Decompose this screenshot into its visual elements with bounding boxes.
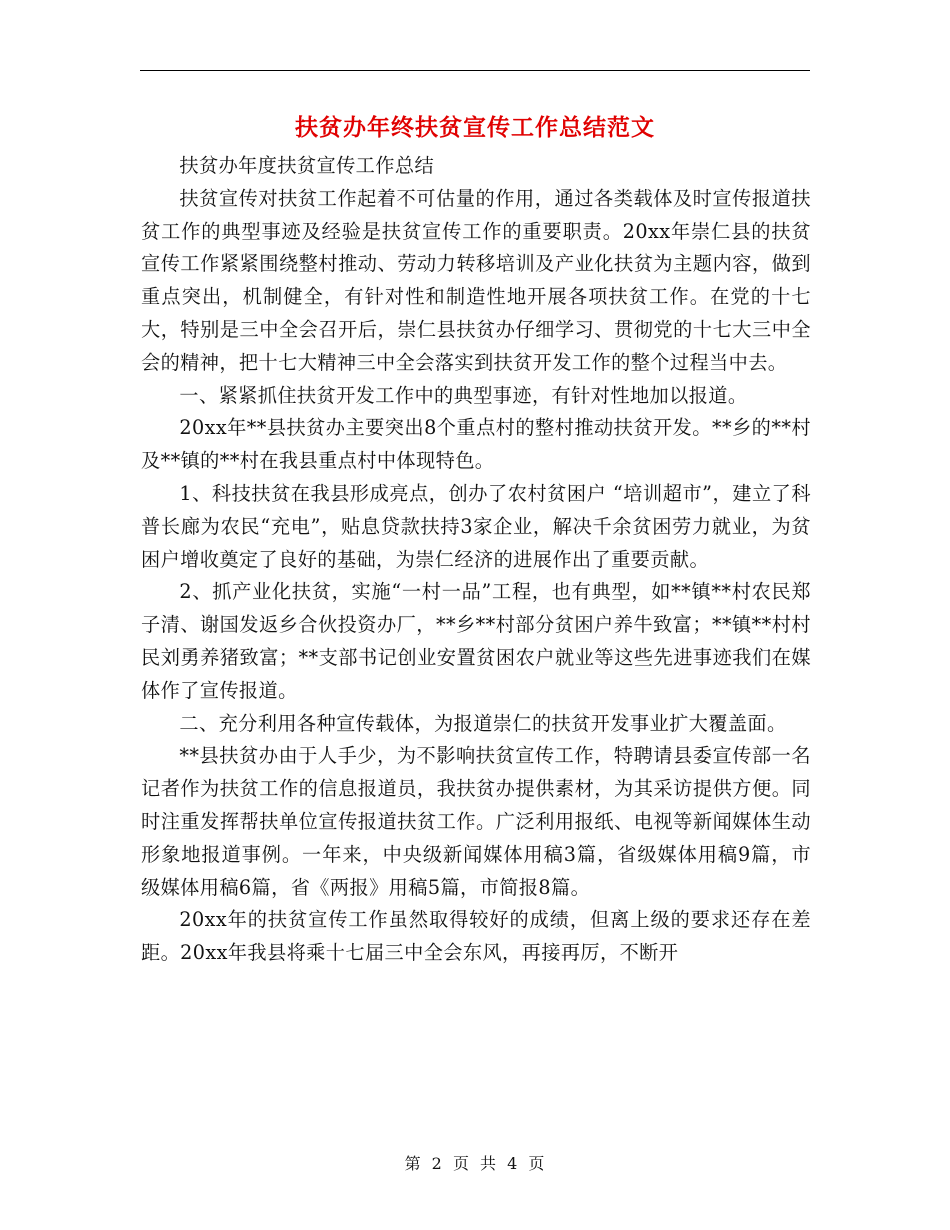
header-rule — [140, 70, 810, 71]
subtitle-paragraph: 扶贫办年度扶贫宣传工作总结 — [179, 154, 435, 177]
body-paragraph: 20xx年**县扶贫办主要突出8个重点村的整村推动扶贫开发。**乡的**村及**镇的**村在我县重点村中体现特色。 — [141, 416, 811, 473]
body-paragraph: 2、抓产业化扶贫，实施“一村一品”工程，也有典型，如**镇**村农民郑子清、谢国发返乡合伙投资办厂，**乡**村部分贫困户养牛致富；**镇**村村民刘勇养猪致富；**支部书记创业安置贫困农户就业等这些先进事迹我们在媒体作了宣传报道。 — [141, 580, 811, 702]
page-number-footer: 第 2 页 共 4 页 — [404, 1154, 546, 1173]
body-paragraph: 20xx年的扶贫宣传工作虽然取得较好的成绩，但离上级的要求还存在差距。20xx年我县将乘十七届三中全会东风，再接再厉，不断开 — [141, 908, 811, 965]
section-heading-2: 二、充分利用各种宣传载体，为报道崇仁的扶贫开发事业扩大覆盖面。 — [179, 711, 787, 735]
document-body — [141, 150, 811, 970]
body-paragraph: 1、科技扶贫在我县形成亮点，创办了农村贫困户 “培训超市”，建立了科普长廊为农民“充电”，贴息贷款扶持3家企业，解决千余贫困劳力就业，为贫困户增收奠定了良好的基础，为崇仁经济的进展作出了重要贡献。 — [141, 481, 811, 571]
document-title: 扶贫办年终扶贫宣传工作总结范文 — [295, 115, 655, 141]
intro-paragraph: 扶贫宣传对扶贫工作起着不可估量的作用，通过各类载体及时宣传报道扶贫工作的典型事迹及经验是扶贫宣传工作的重要职责。20xx年崇仁县的扶贫宣传工作紧紧围绕整村推动、劳动力转移培训及产业化扶贫为主题内容，做到重点突出，机制健全，有针对性和制造性地开展各项扶贫工作。在党的十七大，特别是三中全会召开后，崇仁县扶贫办仔细学习、贯彻党的十七大三中全会的精神，把十七大精神三中全会落实到扶贫开发工作的整个过程当中去。 — [141, 186, 811, 374]
body-paragraph: **县扶贫办由于人手少，为不影响扶贫宣传工作，特聘请县委宣传部一名记者作为扶贫工作的信息报道员，我扶贫办提供素材，为其采访提供方便。同时注重发挥帮扶单位宣传报道扶贫工作。广泛利用报纸、电视等新闻媒体生动形象地报道事例。一年来，中央级新闻媒体用稿3篇，省级媒体用稿9篇，市级媒体用稿6篇，省《两报》用稿5篇，市简报8篇。 — [141, 744, 811, 899]
section-heading-1: 一、紧紧抓住扶贫开发工作中的典型事迹，有针对性地加以报道。 — [179, 383, 748, 407]
